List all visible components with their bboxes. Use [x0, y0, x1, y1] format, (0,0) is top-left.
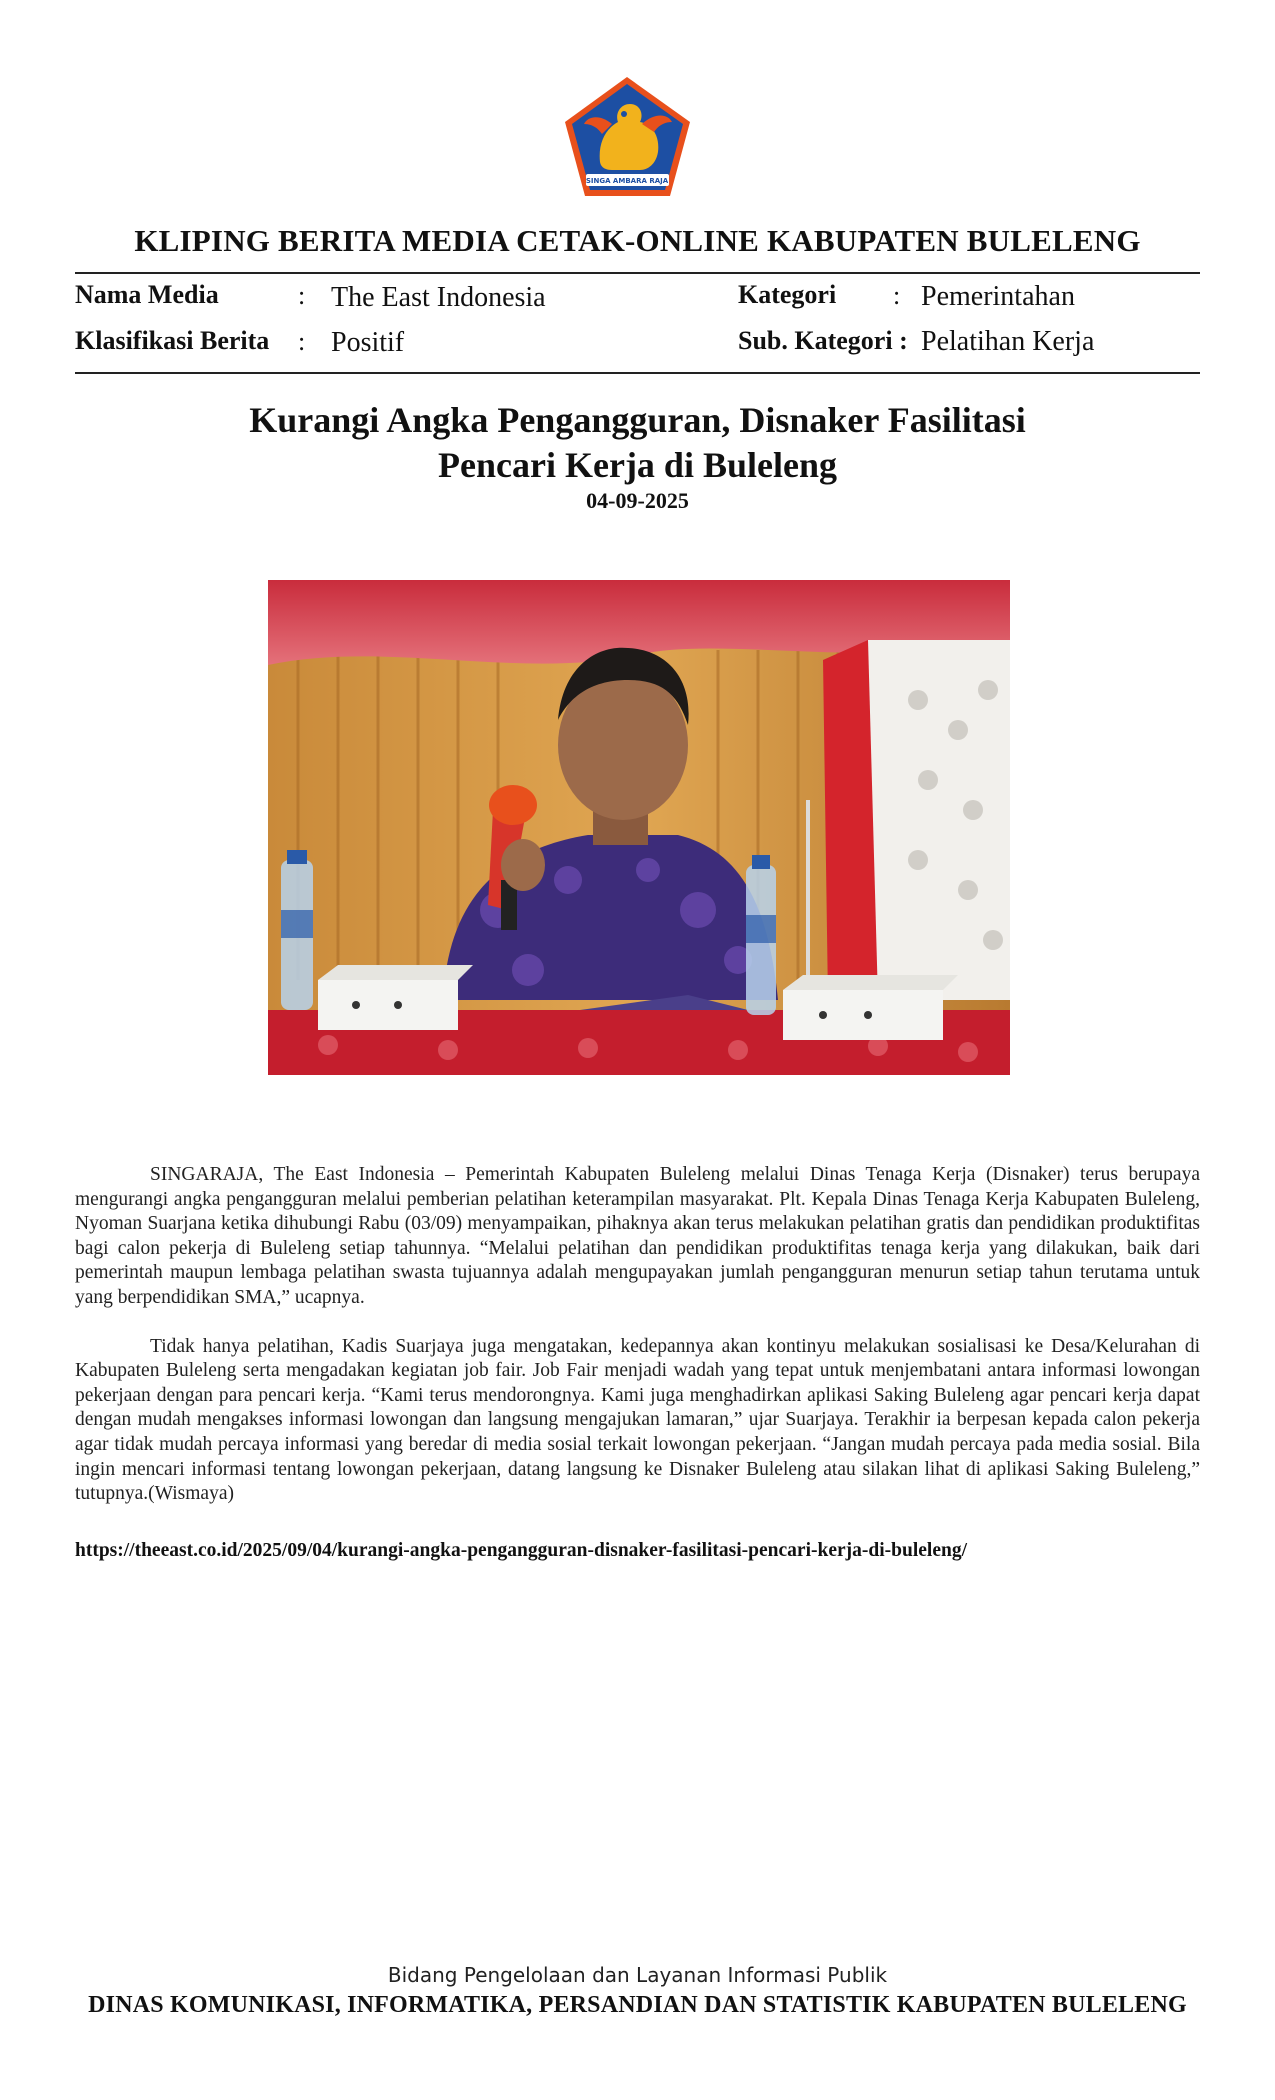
article-body [75, 1163, 1200, 1531]
emblem-icon [560, 74, 695, 199]
category-label: Kategori [738, 280, 837, 309]
headline-line-2: Pencari Kerja di Buleleng [438, 445, 837, 485]
footer-agency: DINAS KOMUNIKASI, INFORMATIKA, PERSANDIAN DAN STATISTIK KABUPATEN BULELENG [88, 1992, 1187, 2018]
media-name-value: The East Indonesia [331, 282, 546, 313]
category-value: Pemerintahan [921, 281, 1075, 312]
svg-text:SINGA AMBARA RAJA: SINGA AMBARA RAJA [585, 177, 669, 185]
media-name-colon: : [298, 281, 306, 310]
source-url-link[interactable]: https://theeast.co.id/2025/09/04/kurangi-angka-pengangguran-disnaker-fasilitasi-pencari-kerja-di-buleleng/ [75, 1540, 967, 1561]
classification-label: Klasifikasi Berita [75, 326, 270, 355]
speaker-photo-image [268, 580, 1010, 1075]
headline-line-1: Kurangi Angka Pengangguran, Disnaker Fasilitasi [249, 400, 1026, 440]
sub-category-value: Pelatihan Kerja [921, 326, 1095, 357]
article-photo [268, 580, 1010, 1075]
media-name-label: Nama Media [75, 280, 219, 309]
sub-category-label: Sub. Kategori : [738, 326, 908, 355]
document-title: KLIPING BERITA MEDIA CETAK-ONLINE KABUPATEN BULELENG [134, 223, 1141, 258]
article-headline [0, 398, 1275, 488]
buleleng-regency-emblem [560, 74, 695, 199]
article-paragraph-2: Tidak hanya pelatihan, Kadis Suarjaya juga mengatakan, kedepannya akan kontinyu melakukan sosialisasi ke Desa/Kelurahan di Kabupaten Buleleng serta mengadakan kegiatan job fair. Job Fair menjadi wadah yang tepat untuk menjembatani antara informasi lowongan pekerjaan dengan para pencari kerja. “Kami terus mendorongnya. Kami juga menghadirkan aplikasi Saking Buleleng agar pencari kerja dapat dengan mudah mengakses informasi lowongan dan langsung mengajukan lamaran,” ujar Suarjaya. Terakhir ia berpesan kepada calon pekerja agar tidak mudah percaya informasi yang beredar di media sosial terkait lowongan pekerjaan. “Jangan mudah percaya pada media sosial. Bila ingin mencari informasi tentang lowongan pekerjaan, datang langsung ke Disnaker Buleleng atau silakan lihat di aplikasi Saking Buleleng,” tutupnya.(Wismaya) [75, 1335, 1200, 1505]
header-divider-bottom [75, 372, 1200, 374]
classification-colon: : [298, 327, 306, 356]
article-date: 04-09-2025 [586, 488, 689, 513]
category-colon: : [893, 281, 901, 310]
classification-value: Positif [331, 327, 405, 358]
header-divider-top [75, 272, 1200, 274]
article-paragraph-1: SINGARAJA, The East Indonesia – Pemerintah Kabupaten Buleleng melalui Dinas Tenaga Kerja (Disnaker) terus berupaya mengurangi angka pengangguran melalui pemberian pelatihan keterampilan masyarakat. Plt. Kepala Dinas Tenaga Kerja Kabupaten Buleleng, Nyoman Suarjana ketika dihubungi Rabu (03/09) menyampaikan, pihaknya akan terus melakukan pelatihan gratis dan pendidikan produktifitas bagi calon pekerja di Buleleng setiap tahunnya. “Melalui pelatihan dan pendidikan produktifitas tenaga kerja yang dilakukan, baik dari pemerintah maupun lembaga pelatihan swasta tujuannya adalah mengupayakan jumlah pengangguran menurun setiap tahun terutama untuk yang berpendidikan SMA,” ucapnya. [75, 1164, 1200, 1308]
footer-division: Bidang Pengelolaan dan Layanan Informasi Publik [387, 1963, 888, 1987]
